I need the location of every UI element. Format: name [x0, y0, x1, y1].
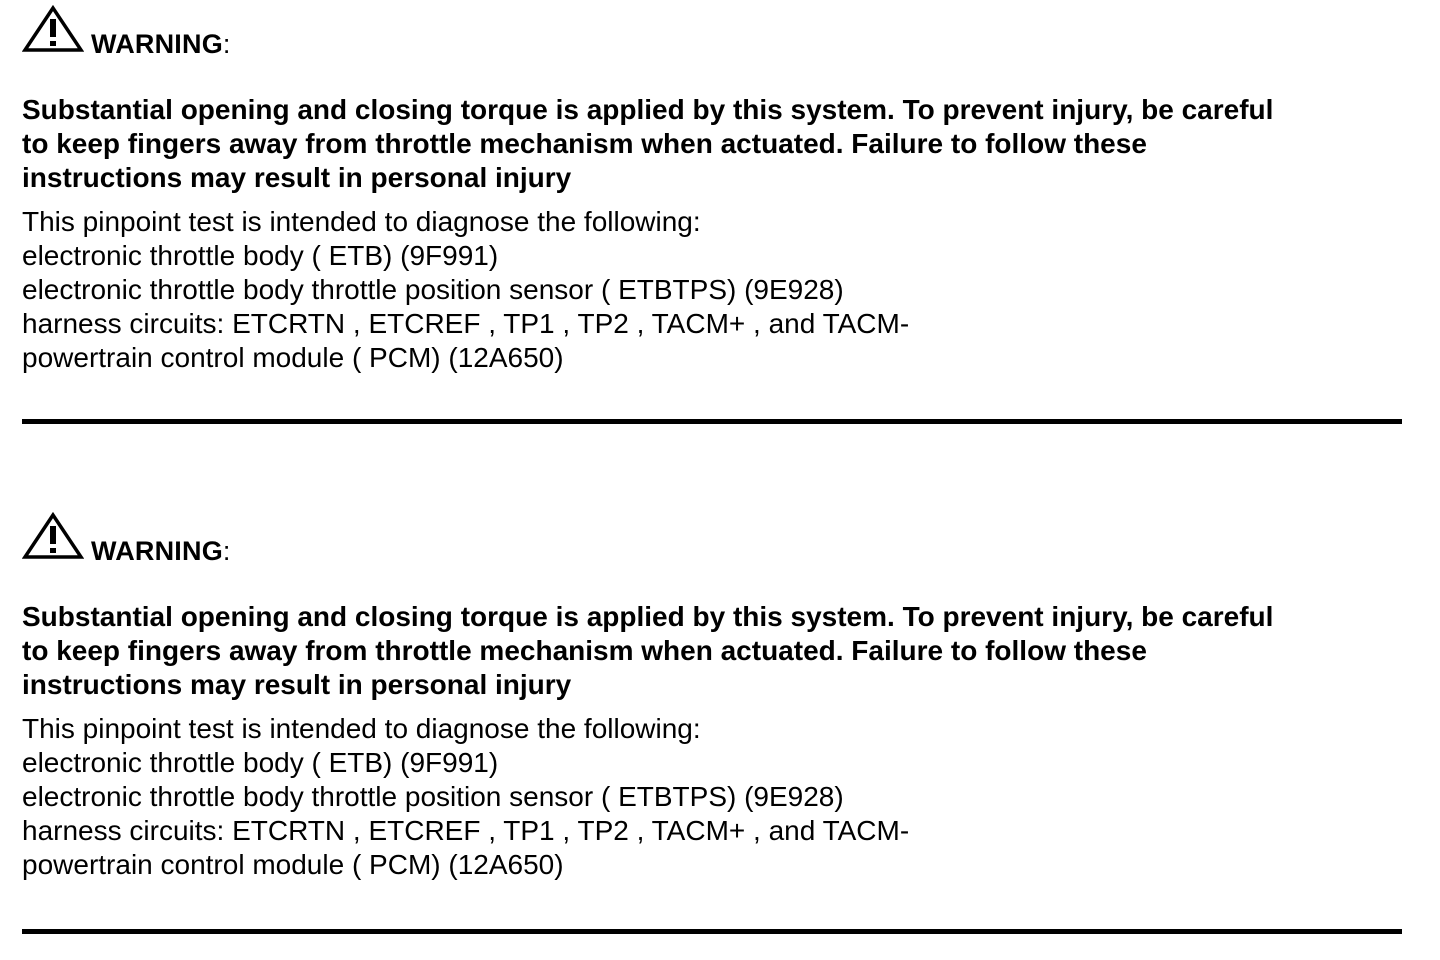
- description-line: powertrain control module ( PCM) (12A650): [22, 849, 564, 880]
- warning-header: [22, 4, 1402, 64]
- description-line: This pinpoint test is intended to diagnose the following:: [22, 206, 701, 237]
- description-line: harness circuits: ETCRTN , ETCREF , TP1 , TP2 , TACM+ , and TACM-: [22, 308, 910, 339]
- description-line: This pinpoint test is intended to diagnose the following:: [22, 713, 701, 744]
- description: [22, 205, 1402, 375]
- warning-section: [22, 4, 1402, 375]
- description-line: electronic throttle body ( ETB) (9F991): [22, 747, 499, 778]
- description-line: harness circuits: ETCRTN , ETCREF , TP1 , TP2 , TACM+ , and TACM-: [22, 815, 910, 846]
- warning-text: [22, 600, 1402, 702]
- warning-label: WARNING:: [91, 536, 231, 566]
- warning-text-line: Substantial opening and closing torque is applied by this system. To prevent injury, be careful: [22, 94, 1274, 125]
- description-line: electronic throttle body throttle position sensor ( ETBTPS) (9E928): [22, 274, 844, 305]
- warning-text-line: instructions may result in personal injury: [22, 162, 572, 193]
- section-divider: [22, 929, 1402, 934]
- description-line: electronic throttle body throttle position sensor ( ETBTPS) (9E928): [22, 781, 844, 812]
- description-line: powertrain control module ( PCM) (12A650): [22, 342, 564, 373]
- warning-triangle-icon: [22, 4, 84, 54]
- warning-header: [22, 511, 1402, 571]
- warning-text-line: instructions may result in personal injury: [22, 669, 572, 700]
- warning-text-line: to keep fingers away from throttle mechanism when actuated. Failure to follow these: [22, 128, 1147, 159]
- warning-label: WARNING:: [91, 29, 231, 59]
- section-divider: [22, 419, 1402, 424]
- warning-text: [22, 93, 1402, 195]
- description: [22, 712, 1402, 882]
- warning-text-line: to keep fingers away from throttle mechanism when actuated. Failure to follow these: [22, 635, 1147, 666]
- warning-text-line: Substantial opening and closing torque is applied by this system. To prevent injury, be careful: [22, 601, 1274, 632]
- description-line: electronic throttle body ( ETB) (9F991): [22, 240, 499, 271]
- warning-section: [22, 511, 1402, 882]
- warning-triangle-icon: [22, 511, 84, 561]
